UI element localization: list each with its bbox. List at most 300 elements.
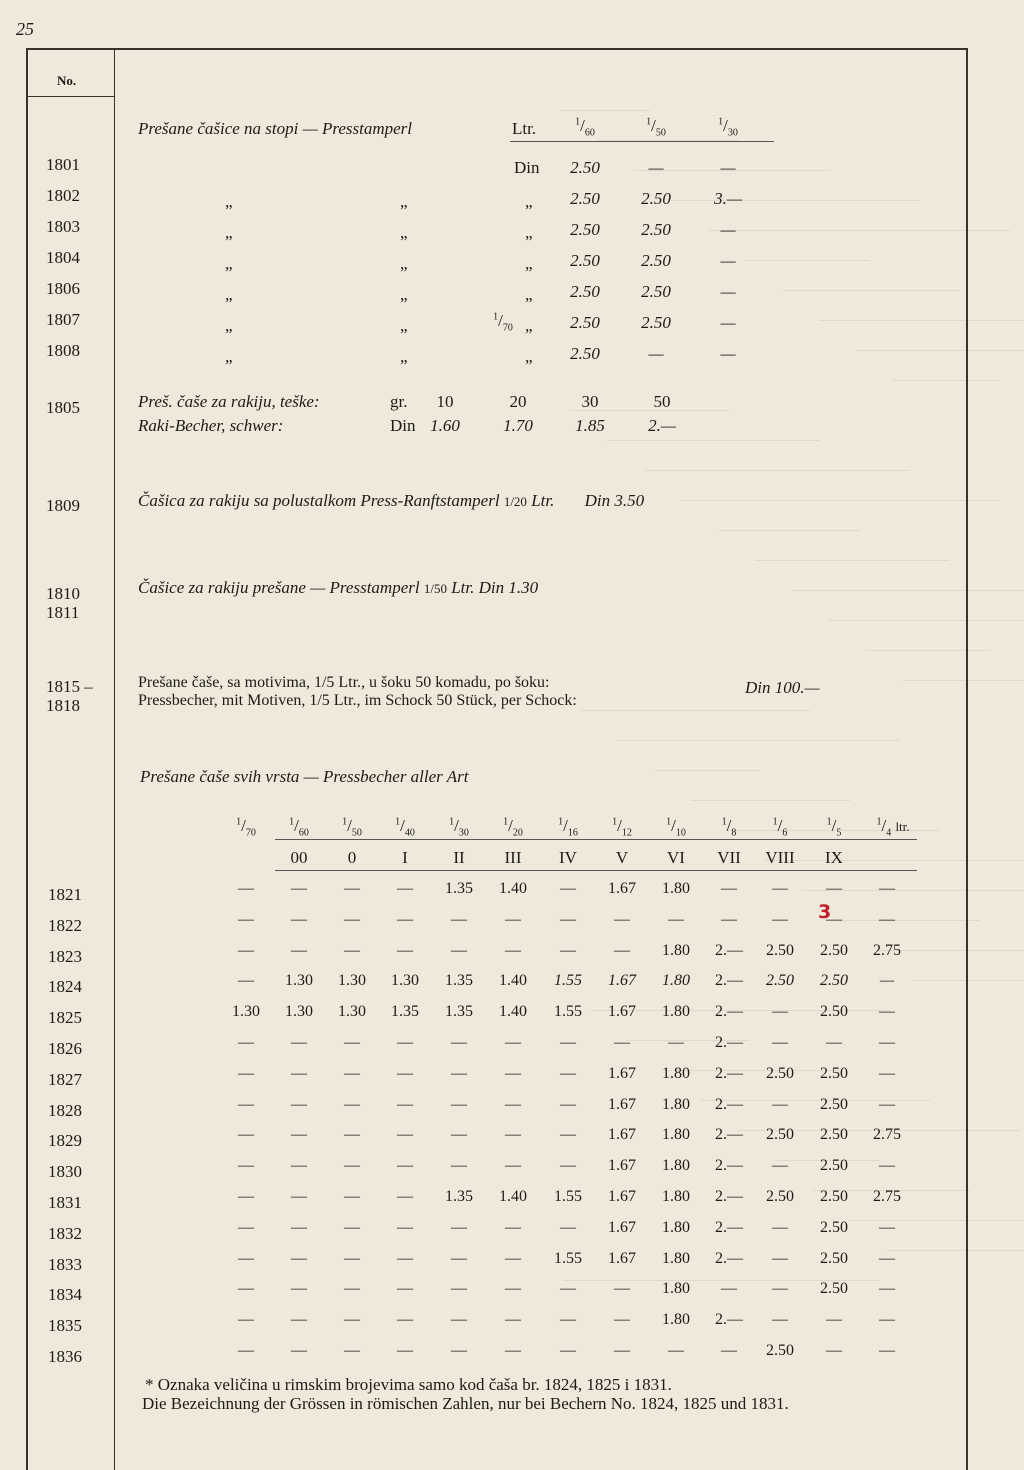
- section6-roman-VIII: VIII: [765, 848, 795, 867]
- section2-price: 1.60: [430, 416, 460, 435]
- section1-title: Prešane čašice na stopi — Presstamperl: [138, 119, 413, 138]
- section6-price-cell: 1.67: [608, 972, 636, 990]
- section6-size-8: $^1/_{12}$: [612, 816, 632, 839]
- section6-row-number: 1833: [48, 1254, 82, 1274]
- section6-price-cell: 2.50: [820, 1218, 848, 1236]
- section6-price-cell: —: [397, 1249, 413, 1267]
- section4-description: Čašice za rakiju prešane — Presstamperl: [138, 578, 420, 597]
- section6-price-cell: —: [505, 1249, 521, 1267]
- section6-price-cell: 2.50: [766, 972, 794, 990]
- section6-price-cell: —: [344, 1218, 360, 1236]
- section6-price-cell: —: [879, 1280, 895, 1298]
- section6-price-cell: —: [397, 1034, 413, 1051]
- section6-row-number: 1831: [48, 1193, 82, 1212]
- section6-price-cell: —: [451, 1280, 467, 1298]
- section6-price-cell: —: [291, 1249, 307, 1267]
- section6-price-cell: 1.80: [662, 941, 690, 959]
- section6-price-cell: 2.—: [715, 1003, 743, 1021]
- section6-price-cell: —: [238, 1311, 254, 1329]
- section6-price-cell: —: [238, 972, 254, 990]
- section6-price-cell: —: [238, 1249, 254, 1267]
- section5-price: Din 100.—: [745, 678, 820, 697]
- section6-price-cell: 1.35: [445, 972, 473, 990]
- section6-size-5: $^1/_{30}$: [449, 816, 469, 839]
- section6-price-cell: 2.—: [715, 1311, 743, 1329]
- section3-description: Čašica za rakiju sa polustalkom Press-Ranftstamperl: [138, 491, 500, 510]
- section6-size-2: $^1/_{60}$: [289, 816, 309, 839]
- section6-roman-VI: VI: [667, 848, 685, 867]
- section6-price-cell: —: [560, 1157, 576, 1175]
- section6-price-cell: 2.—: [715, 1249, 743, 1267]
- frame-top-line: [26, 48, 968, 50]
- handwritten-mark: 3: [818, 901, 832, 923]
- section1-extra-size: $^1/_{70}$: [493, 311, 513, 334]
- show-through-stroke: [829, 620, 1024, 621]
- section6-price-cell: 1.35: [445, 1003, 473, 1021]
- section4-text: [138, 579, 538, 596]
- section6-price-cell: —: [344, 941, 360, 959]
- section6-price-cell: 2.50: [766, 1188, 794, 1205]
- section6-roman-IX: IX: [825, 848, 843, 867]
- section6-price-cell: 1.80: [662, 1311, 690, 1329]
- section6-price-cell: —: [721, 910, 737, 928]
- section6-price-cell: 1.67: [608, 1249, 636, 1267]
- section6-price-cell: 2.50: [820, 1157, 848, 1175]
- section6-row-number: 1828: [48, 1100, 82, 1120]
- section6-price-cell: —: [614, 941, 630, 959]
- ditto-mark: „: [525, 316, 533, 335]
- section6-roman-rule: [275, 870, 917, 871]
- section6-price-cell: —: [772, 1218, 788, 1236]
- section1-price-cell: —: [648, 158, 664, 177]
- section6-price-cell: —: [344, 1342, 360, 1359]
- show-through-stroke: [866, 650, 990, 651]
- section6-size-1: $^1/_{70}$: [236, 816, 256, 839]
- section6-price-cell: —: [879, 1157, 895, 1175]
- section6-price-cell: —: [397, 1280, 413, 1298]
- number-column-header: No.: [57, 73, 77, 88]
- section6-price-cell: 1.55: [554, 1188, 582, 1205]
- section1-price-cell: —: [720, 158, 736, 177]
- section6-price-cell: —: [668, 910, 684, 928]
- section6-price-cell: —: [397, 910, 413, 928]
- section6-price-cell: —: [505, 1280, 521, 1298]
- section6-row-number: 1821: [48, 885, 82, 904]
- section6-size-4: $^1/_{40}$: [395, 816, 415, 839]
- section1-row-number: 1803: [46, 217, 80, 236]
- section2-weight: 10: [436, 392, 454, 411]
- section6-price-cell: —: [879, 1064, 895, 1082]
- section6-price-cell: —: [238, 1280, 254, 1298]
- section6-roman-VII: VII: [717, 848, 741, 867]
- section6-price-cell: —: [451, 1249, 467, 1267]
- section6-price-cell: 1.55: [554, 1249, 582, 1267]
- section6-price-cell: —: [879, 1095, 895, 1113]
- section6-price-cell: —: [560, 910, 576, 928]
- section6-price-cell: —: [451, 1218, 467, 1236]
- ditto-mark: „: [400, 223, 408, 242]
- section6-price-cell: 2.50: [820, 1249, 848, 1267]
- section6-roman-II: II: [453, 848, 465, 867]
- section6-price-cell: —: [772, 1034, 788, 1051]
- section6-price-cell: —: [879, 1003, 895, 1021]
- section6-price-cell: 2.75: [873, 941, 901, 959]
- section5-line1: Prešane čaše, sa motivima, 1/5 Ltr., u šoku 50 komadu, po šoku:: [138, 674, 550, 691]
- section6-price-cell: 2.50: [766, 1064, 794, 1082]
- section6-price-cell: 1.80: [662, 1126, 690, 1144]
- section6-price-cell: 2.50: [820, 1126, 848, 1144]
- section6-price-cell: 1.80: [662, 1249, 690, 1267]
- section1-price-cell: 2.50: [570, 158, 600, 177]
- section1-row-number: 1807: [46, 310, 80, 329]
- section6-price-cell: —: [344, 1311, 360, 1329]
- show-through-stroke: [580, 710, 810, 711]
- section6-price-cell: —: [291, 1126, 307, 1144]
- section1-row-number: 1804: [46, 248, 80, 267]
- section6-price-cell: 1.80: [662, 1280, 690, 1298]
- section6-price-cell: —: [772, 1280, 788, 1298]
- section6-price-cell: 1.30: [338, 972, 366, 990]
- section6-price-cell: —: [397, 1126, 413, 1144]
- section1-row-number: 1801: [46, 155, 80, 174]
- ditto-mark: „: [225, 316, 233, 335]
- section6-size-7: $^1/_{16}$: [558, 816, 578, 839]
- section6-price-cell: —: [505, 1126, 521, 1144]
- section2-number: 1805: [46, 398, 80, 417]
- frame-left-line: [26, 48, 28, 1470]
- section6-price-cell: 2.—: [715, 941, 743, 959]
- section6-roman-V: V: [615, 848, 629, 867]
- section6-title: Prešane čaše svih vrsta — Pressbecher aller Art: [140, 767, 469, 786]
- section6-price-cell: —: [291, 1064, 307, 1082]
- ditto-mark: „: [225, 192, 233, 211]
- section6-price-cell: —: [344, 880, 360, 897]
- section6-size-11: $^1/_6$: [772, 816, 788, 839]
- section6-price-cell: —: [505, 1157, 521, 1175]
- show-through-stroke: [792, 590, 1024, 591]
- frame-right-line: [966, 48, 968, 1470]
- section1-price-cell: —: [720, 313, 736, 332]
- section6-price-cell: —: [344, 910, 360, 928]
- section6-price-cell: —: [668, 1342, 684, 1359]
- section6-price-cell: 1.80: [662, 1188, 690, 1205]
- section6-price-cell: 2.—: [715, 1095, 743, 1113]
- section6-price-cell: —: [614, 1280, 630, 1298]
- section6-roman-0: 0: [347, 848, 357, 867]
- section6-price-cell: —: [505, 1064, 521, 1082]
- section6-price-cell: —: [397, 1342, 413, 1359]
- section5-line2: Pressbecher, mit Motiven, 1/5 Ltr., im Schock 50 Stück, per Schock:: [138, 692, 577, 709]
- section6-price-cell: 2.—: [715, 1064, 743, 1082]
- section6-price-cell: —: [238, 1342, 254, 1359]
- section6-row-number: 1825: [48, 1008, 82, 1028]
- section2-line1: Preš. čaše za rakiju, teške:: [138, 392, 320, 411]
- section6-row-number: 1822: [48, 915, 82, 935]
- section1-price-cell: 2.50: [570, 282, 600, 301]
- section6-price-cell: —: [344, 1095, 360, 1113]
- section6-price-cell: 1.30: [338, 1003, 366, 1021]
- section6-price-cell: —: [721, 1280, 737, 1298]
- section6-price-cell: 2.75: [873, 1188, 901, 1205]
- section6-price-cell: —: [451, 910, 467, 928]
- section6-row-number: 1830: [48, 1162, 82, 1182]
- section1-price-cell: 2.50: [641, 220, 671, 239]
- section6-price-cell: —: [397, 1218, 413, 1236]
- section6-price-cell: —: [344, 1249, 360, 1267]
- section6-price-cell: —: [560, 1126, 576, 1144]
- section6-price-cell: —: [772, 1003, 788, 1021]
- section3-number: 1809: [46, 496, 80, 515]
- section6-price-cell: —: [291, 1157, 307, 1175]
- section6-size-12: $^1/_5$: [826, 816, 842, 839]
- section6-price-cell: —: [344, 1064, 360, 1082]
- ditto-mark: „: [525, 285, 533, 304]
- section6-price-cell: —: [614, 910, 630, 928]
- section1-ltr-label: Ltr.: [512, 119, 537, 138]
- section6-price-cell: —: [238, 1188, 254, 1205]
- section6-price-cell: —: [451, 941, 467, 959]
- show-through-stroke: [617, 740, 900, 741]
- section2-din-label: Din: [390, 416, 416, 435]
- section6-price-cell: —: [772, 1095, 788, 1113]
- section6-size-13: $^1/_4$ ltr.: [876, 816, 910, 839]
- section6-price-cell: —: [344, 1280, 360, 1298]
- section2-weight: 50: [653, 392, 671, 411]
- show-through-stroke: [745, 260, 870, 261]
- section6-row-number: 1827: [48, 1069, 82, 1089]
- section6-price-cell: —: [826, 1342, 842, 1359]
- section1-size-1: $^1/_{60}$: [575, 116, 595, 139]
- section6-price-cell: —: [826, 1034, 842, 1051]
- section6-price-cell: 2.50: [820, 1095, 848, 1113]
- section6-price-cell: —: [721, 1342, 737, 1359]
- section6-price-cell: —: [238, 1034, 254, 1051]
- section6-price-cell: 1.80: [662, 1157, 690, 1175]
- section6-price-cell: —: [238, 1095, 254, 1113]
- section6-price-cell: —: [560, 1064, 576, 1082]
- show-through-stroke: [856, 350, 1024, 351]
- section2-price: 1.85: [575, 416, 605, 435]
- section6-price-cell: 1.40: [499, 880, 527, 897]
- section6-price-cell: —: [505, 910, 521, 928]
- section6-price-cell: —: [879, 880, 895, 897]
- section6-size-9: $^1/_{10}$: [666, 816, 686, 839]
- ditto-mark: „: [225, 223, 233, 242]
- section6-price-cell: 1.67: [608, 1064, 636, 1082]
- section6-price-cell: —: [291, 1218, 307, 1236]
- section6-price-cell: —: [614, 1311, 630, 1329]
- section6-price-cell: —: [397, 941, 413, 959]
- section6-price-cell: —: [614, 1342, 630, 1359]
- section6-price-cell: —: [291, 1342, 307, 1359]
- section6-price-cell: 2.75: [873, 1126, 901, 1144]
- section6-price-cell: —: [451, 1064, 467, 1082]
- show-through-stroke: [819, 320, 1024, 321]
- section6-price-cell: 1.30: [285, 1003, 313, 1021]
- ditto-mark: „: [525, 192, 533, 211]
- page-number: 25: [16, 19, 34, 39]
- section6-price-cell: —: [451, 1095, 467, 1113]
- section6-price-cell: —: [291, 941, 307, 959]
- section1-price-cell: 2.50: [641, 313, 671, 332]
- section6-price-cell: 2.50: [766, 941, 794, 959]
- header-rule: [26, 96, 114, 97]
- section6-price-cell: 1.80: [662, 880, 690, 897]
- section5-number-2: 1818: [46, 696, 80, 715]
- section6-price-cell: 1.40: [499, 1003, 527, 1021]
- section6-price-cell: —: [879, 1249, 895, 1267]
- section6-price-cell: 2.50: [766, 1342, 794, 1359]
- section1-price-cell: 2.50: [641, 251, 671, 270]
- section6-price-cell: —: [560, 1342, 576, 1359]
- section1-size-3: $^1/_{30}$: [718, 116, 738, 139]
- section6-row-number: 1832: [48, 1223, 82, 1243]
- section6-price-cell: —: [344, 1188, 360, 1205]
- section3-text: [138, 492, 644, 509]
- section6-price-cell: 1.67: [608, 1095, 636, 1113]
- ditto-mark: „: [225, 285, 233, 304]
- section6-price-cell: 2.—: [715, 1157, 743, 1175]
- section6-price-cell: —: [291, 880, 307, 897]
- section6-price-cell: —: [879, 1034, 895, 1051]
- footnote-line1: * Oznaka veličina u rimskim brojevima samo kod čaša br. 1824, 1825 i 1831.: [145, 1375, 672, 1394]
- section6-size-6: $^1/_{20}$: [503, 816, 523, 839]
- section4-ltr: Ltr.: [451, 578, 475, 597]
- section6-price-cell: —: [238, 1218, 254, 1236]
- section6-price-cell: —: [560, 1311, 576, 1329]
- show-through-stroke: [654, 770, 760, 771]
- section6-price-cell: —: [397, 1157, 413, 1175]
- section4-size: 1/50: [423, 581, 447, 596]
- show-through-stroke: [560, 110, 650, 111]
- section1-price-cell: 2.50: [641, 282, 671, 301]
- section6-price-cell: 2.—: [715, 1188, 743, 1205]
- section6-price-cell: —: [344, 1157, 360, 1175]
- section6-price-cell: 1.80: [662, 972, 690, 990]
- section6-row-number: 1826: [48, 1039, 82, 1058]
- section6-price-cell: 1.40: [499, 972, 527, 990]
- section1-row-number: 1808: [46, 341, 80, 360]
- section6-price-cell: —: [505, 1342, 521, 1359]
- show-through-stroke: [691, 800, 850, 801]
- show-through-stroke: [718, 530, 860, 531]
- ditto-mark: „: [525, 254, 533, 273]
- section6-row-number: 1829: [48, 1131, 82, 1151]
- section6-roman-I: I: [402, 848, 408, 867]
- section6-price-cell: 2.—: [715, 972, 743, 990]
- show-through-stroke: [893, 380, 1000, 381]
- section6-price-cell: —: [451, 1157, 467, 1175]
- section2-gr-label: gr.: [390, 392, 408, 411]
- section6-price-cell: 1.80: [662, 1095, 690, 1113]
- section1-header-rule: [510, 141, 774, 142]
- section1-price-cell: 2.50: [641, 189, 671, 208]
- section6-price-cell: —: [238, 1064, 254, 1082]
- show-through-stroke: [607, 440, 820, 441]
- section6-price-cell: 1.67: [608, 880, 636, 897]
- show-through-stroke: [903, 680, 1024, 681]
- section6-price-cell: —: [560, 941, 576, 959]
- section6-price-cell: —: [291, 1311, 307, 1329]
- section6-size-3: $^1/_{50}$: [342, 816, 362, 839]
- section6-price-cell: —: [826, 880, 842, 897]
- section6-price-cell: 1.67: [608, 1126, 636, 1144]
- section6-price-cell: 1.35: [445, 1188, 473, 1205]
- section6-price-cell: 1.30: [285, 972, 313, 990]
- section6-price-cell: —: [238, 910, 254, 928]
- section6-price-cell: 1.67: [608, 1188, 636, 1205]
- section4-price: Din 1.30: [478, 578, 539, 597]
- section6-price-cell: —: [772, 1157, 788, 1175]
- section6-row-number: 1835: [48, 1316, 82, 1336]
- section6-price-cell: —: [451, 1126, 467, 1144]
- section6-row-number: 1836: [48, 1347, 82, 1366]
- section6-price-cell: 1.67: [608, 1218, 636, 1236]
- section6-price-cell: 2.50: [820, 1280, 848, 1298]
- section6-price-cell: 1.30: [232, 1003, 260, 1021]
- section6-row-number: 1823: [48, 946, 82, 966]
- section1-row-number: 1802: [46, 186, 80, 205]
- section6-price-cell: —: [826, 910, 842, 928]
- section6-price-cell: 2.50: [766, 1126, 794, 1144]
- section6-price-cell: —: [721, 880, 737, 897]
- section6-price-cell: —: [560, 1034, 576, 1051]
- ditto-mark: „: [400, 347, 408, 366]
- section6-price-cell: 1.80: [662, 1218, 690, 1236]
- ditto-mark: „: [400, 254, 408, 273]
- section6-price-cell: —: [560, 1280, 576, 1298]
- section6-price-cell: —: [397, 1095, 413, 1113]
- ditto-mark: „: [400, 192, 408, 211]
- section6-price-cell: —: [879, 910, 895, 928]
- section6-price-cell: —: [879, 1311, 895, 1329]
- section6-price-cell: —: [238, 941, 254, 959]
- show-through-stroke: [755, 560, 950, 561]
- section1-price-cell: —: [720, 220, 736, 239]
- section2-line2: Raki-Becher, schwer:: [138, 416, 284, 435]
- section6-price-cell: —: [879, 1342, 895, 1359]
- show-through-stroke: [644, 470, 910, 471]
- ditto-mark: „: [400, 316, 408, 335]
- section6-price-cell: —: [505, 1034, 521, 1051]
- section1-price-cell: 2.50: [570, 220, 600, 239]
- show-through-stroke: [913, 980, 1024, 981]
- section6-price-cell: —: [879, 1218, 895, 1236]
- section6-price-cell: —: [291, 1280, 307, 1298]
- section6-price-cell: —: [397, 1188, 413, 1205]
- section6-price-cell: —: [451, 1342, 467, 1359]
- section6-price-cell: —: [879, 972, 895, 990]
- section6-price-cell: 2.—: [715, 1218, 743, 1236]
- section6-price-cell: —: [397, 880, 413, 897]
- section6-price-cell: —: [291, 1188, 307, 1205]
- section6-price-cell: —: [238, 880, 254, 897]
- section6-price-cell: 2.50: [820, 1064, 848, 1082]
- section6-price-cell: —: [505, 1218, 521, 1236]
- section6-roman-III: III: [504, 848, 522, 867]
- footnote-line2: Die Bezeichnung der Grössen in römischen Zahlen, nur bei Bechern No. 1824, 1825 und 1831.: [142, 1394, 789, 1413]
- section6-price-cell: —: [238, 1157, 254, 1175]
- section6-price-cell: —: [560, 880, 576, 897]
- section6-price-cell: —: [291, 1095, 307, 1113]
- section6-price-cell: 1.55: [554, 972, 582, 990]
- section1-price-cell: —: [720, 282, 736, 301]
- section6-price-cell: 1.67: [608, 1157, 636, 1175]
- section1-size-2: $^1/_{50}$: [646, 116, 666, 139]
- section4-number-1: 1810: [46, 584, 80, 603]
- section6-price-cell: —: [451, 1034, 467, 1051]
- section6-price-cell: —: [505, 1095, 521, 1113]
